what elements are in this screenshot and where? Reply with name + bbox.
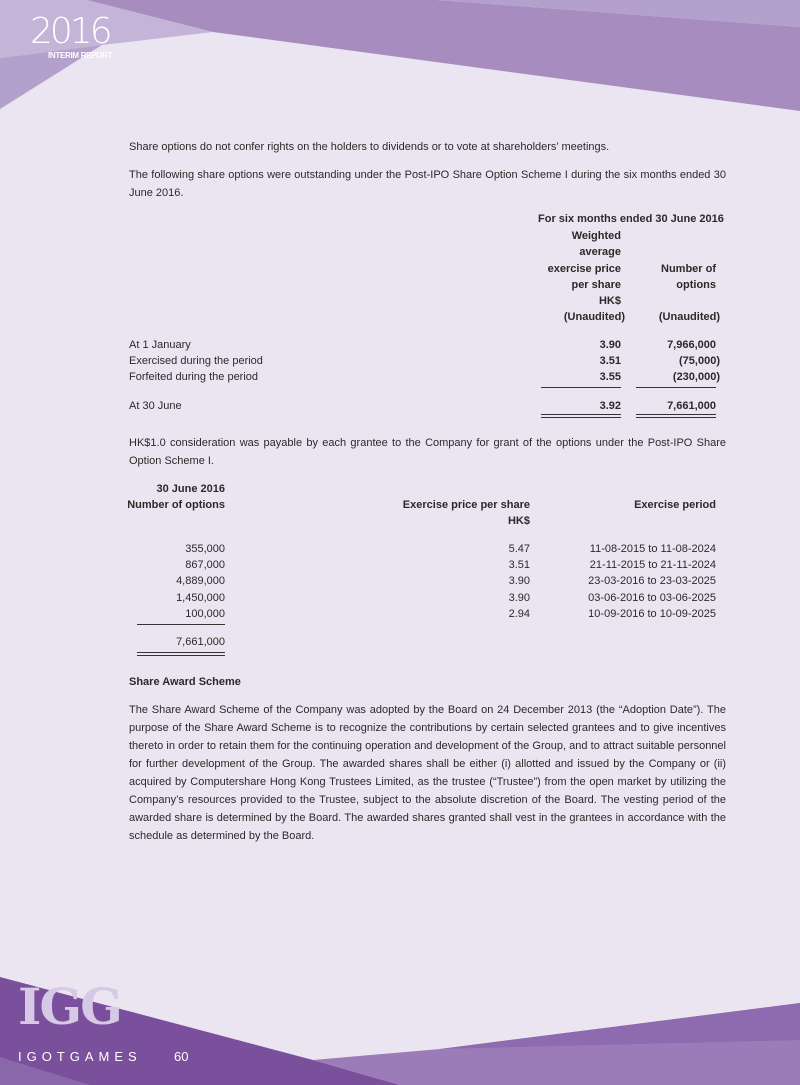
share-award-heading: Share Award Scheme xyxy=(129,676,241,688)
paragraph-share-award: The Share Award Scheme of the Company was adopted by the Board on 24 December 2013 (the “Adoption Date”). The purpose of the Share Award Scheme is to recognize the contributions by certain selected grantees and to give incentives thereto in order to retain them for the continuing operation and development of the Group, and to attract suitable personnel for further development of the Group. The awarded shares shall be either (i) allotted and issued by the Company or (ii) acquired by Computershare Hong Kong Trustees Limited, as the trustee (“Trustee”) from the open market by utilizing the Company’s resources provided to the Trustee, subject to the absolute discretion of the Board. The vesting period of the awarded share is determined by the Board. The awarded shares granted shall vest in the grantees in accordance with the schedule as determined by the Board. xyxy=(129,704,726,842)
row-period: 21-11-2015 to 21-11-2024 xyxy=(589,559,716,571)
igg-tagline: IGOTGAMES xyxy=(18,1049,142,1064)
col-header: (Unaudited) xyxy=(563,311,625,323)
row-period: 10-09-2016 to 10-09-2025 xyxy=(588,608,716,620)
row-label: At 30 June xyxy=(129,400,182,412)
row-number: 4,889,000 xyxy=(176,575,225,587)
paragraph-dividends: Share options do not confer rights on the holders to dividends or to vote at shareholders’ meetings. xyxy=(129,141,610,153)
row-price: 3.90 xyxy=(599,339,621,351)
row-number: 355,000 xyxy=(185,543,225,555)
period-header: For six months ended 30 June 2016 xyxy=(538,213,724,225)
row-number: 100,000 xyxy=(185,608,225,620)
col-header: per share xyxy=(571,279,621,291)
row-label: Forfeited during the period xyxy=(129,371,259,383)
row-price: 3.51 xyxy=(508,559,530,571)
row-period: 03-06-2016 to 03-06-2025 xyxy=(588,592,716,604)
row-number: 867,000 xyxy=(185,559,225,571)
col-header: 30 June 2016 xyxy=(156,483,225,495)
col-header: HK$ xyxy=(598,295,621,307)
report-year-logo: 2016 xyxy=(30,11,110,52)
col-header: Weighted xyxy=(571,230,621,242)
subtotal-rule xyxy=(137,624,225,625)
total-number: 7,661,000 xyxy=(667,400,716,412)
col-header: HK$ xyxy=(507,515,530,527)
page-number: 60 xyxy=(174,1049,189,1064)
row-number: 1,450,000 xyxy=(176,592,225,604)
col-header: exercise price xyxy=(547,263,621,275)
igg-logo: IGG xyxy=(18,977,121,1036)
col-header: Number of xyxy=(661,263,716,275)
row-price: 3.51 xyxy=(599,355,621,367)
row-period: 11-08-2015 to 11-08-2024 xyxy=(589,543,716,555)
col-header: options xyxy=(676,279,716,291)
paragraph-outstanding: The following share options were outstanding under the Post-IPO Share Option Scheme I during the six months ended 30 June 2016. xyxy=(129,169,726,199)
row-number: (230,000) xyxy=(672,371,720,383)
total-double-rule xyxy=(137,652,225,656)
row-price: 5.47 xyxy=(508,543,530,555)
subtotal-rule xyxy=(541,387,621,388)
row-period: 23-03-2016 to 23-03-2025 xyxy=(588,575,716,587)
row-price: 3.90 xyxy=(508,575,530,587)
total-double-rule xyxy=(541,414,621,418)
subtotal-rule xyxy=(636,387,716,388)
paragraph-consideration: HK$1.0 consideration was payable by each grantee to the Company for grant of the options under the Post-IPO Share Option Scheme I. xyxy=(129,437,726,467)
col-header: Number of options xyxy=(127,499,225,511)
col-header: Exercise price per share xyxy=(402,499,530,511)
report-subtitle: INTERIM REPORT xyxy=(48,51,113,60)
col-header: (Unaudited) xyxy=(658,311,720,323)
total-double-rule xyxy=(636,414,716,418)
col-header: Exercise period xyxy=(634,499,716,511)
row-number: 7,966,000 xyxy=(667,339,716,351)
total-number: 7,661,000 xyxy=(176,636,225,648)
row-number: (75,000) xyxy=(679,355,720,367)
row-price: 3.90 xyxy=(508,592,530,604)
row-label: Exercised during the period xyxy=(129,355,263,367)
row-price: 3.55 xyxy=(599,371,621,383)
total-price: 3.92 xyxy=(599,400,621,412)
col-header: average xyxy=(579,246,621,258)
row-label: At 1 January xyxy=(129,339,191,351)
row-price: 2.94 xyxy=(508,608,530,620)
